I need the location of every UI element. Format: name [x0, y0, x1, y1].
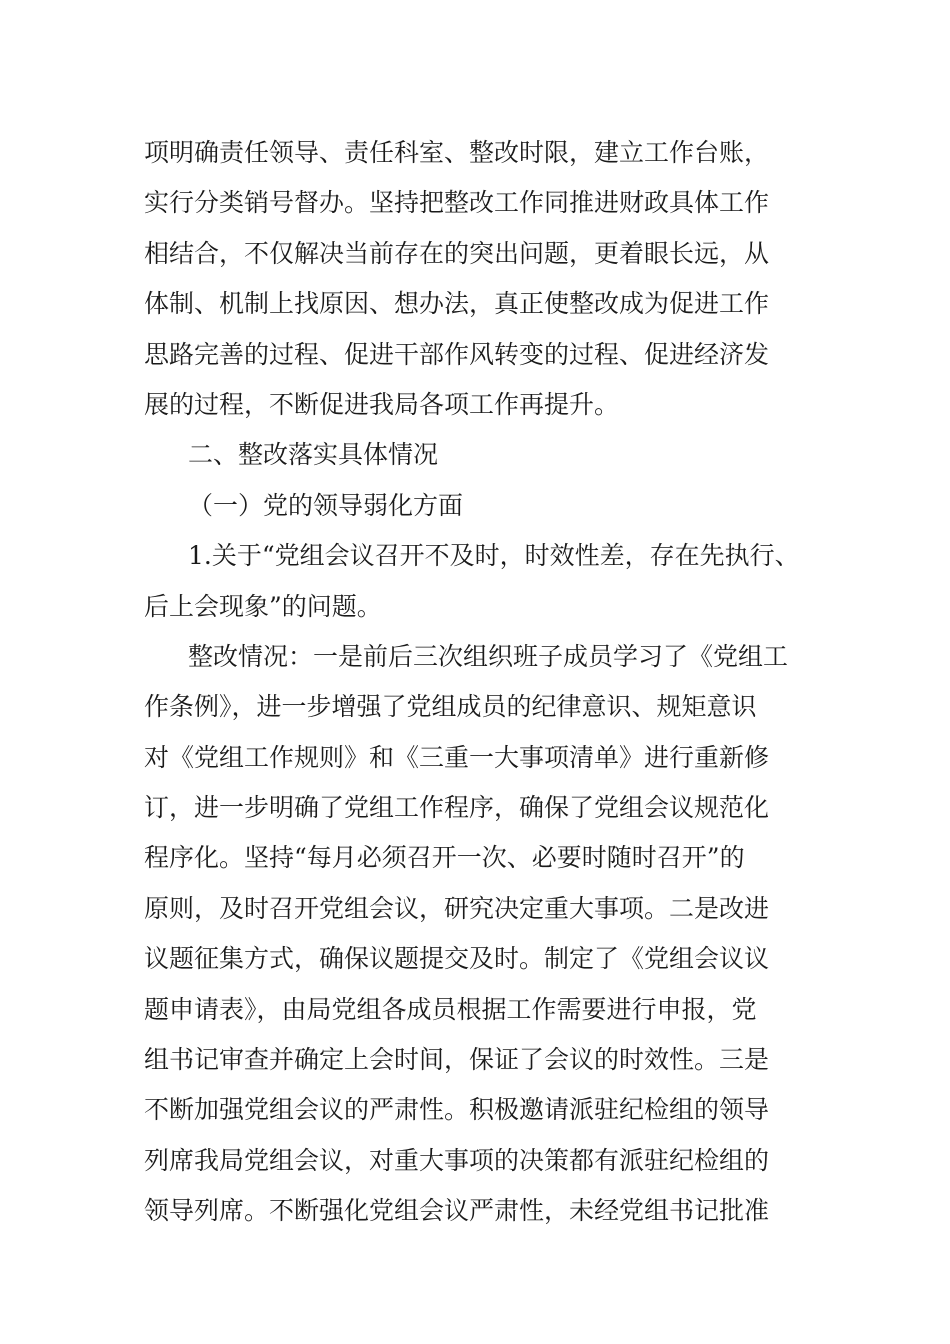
section-heading: 二、整改落实具体情况	[188, 440, 439, 470]
issue-title: 1.关于“党组会议召开不及时，时效性差，存在先执行、	[188, 541, 800, 571]
subsection-heading: （一）党的领导弱化方面	[188, 490, 464, 520]
document-body	[144, 128, 814, 1237]
text-line: 作条例》，进一步增强了党组成员的纪律意识、规矩意识	[144, 692, 757, 722]
text-line: 领导列席。不断强化党组会议严肃性，未经党组书记批准	[144, 1196, 770, 1226]
paragraph-start: 整改情况：一是前后三次组织班子成员学习了《党组工	[188, 641, 789, 671]
issue-title-continued: 后上会现象”的问题。	[144, 591, 382, 621]
text-line: 不断加强党组会议的严肃性。积极邀请派驻纪检组的领导	[144, 1095, 770, 1125]
text-line: 思路完善的过程、促进干部作风转变的过程、促进经济发	[144, 339, 770, 369]
text-line: 题申请表》，由局党组各成员根据工作需要进行申报，党	[144, 994, 757, 1024]
text-line: 原则，及时召开党组会议，研究决定重大事项。二是改进	[144, 893, 770, 923]
text-line: 组书记审查并确定上会时间，保证了会议的时效性。三是	[144, 1045, 770, 1075]
text-line: 列席我局党组会议，对重大事项的决策都有派驻纪检组的	[144, 1145, 770, 1175]
text-line: 相结合，不仅解决当前存在的突出问题，更着眼长远，从	[144, 238, 770, 268]
text-line: 展的过程，不断促进我局各项工作再提升。	[144, 389, 620, 419]
text-line: 程序化。坚持“每月必须召开一次、必要时随时召开”的	[144, 843, 745, 873]
text-line: 项明确责任领导、责任科室、整改时限，建立工作台账，	[144, 138, 770, 167]
text-line: 订，进一步明确了党组工作程序，确保了党组会议规范化	[144, 793, 770, 823]
text-line: 实行分类销号督办。坚持把整改工作同推进财政具体工作	[144, 188, 770, 218]
text-line: 对《党组工作规则》和《三重一大事项清单》进行重新修	[144, 742, 770, 772]
text-line: 体制、机制上找原因、想办法，真正使整改成为促进工作	[144, 289, 770, 319]
text-line: 议题征集方式，确保议题提交及时。制定了《党组会议议	[144, 944, 770, 974]
